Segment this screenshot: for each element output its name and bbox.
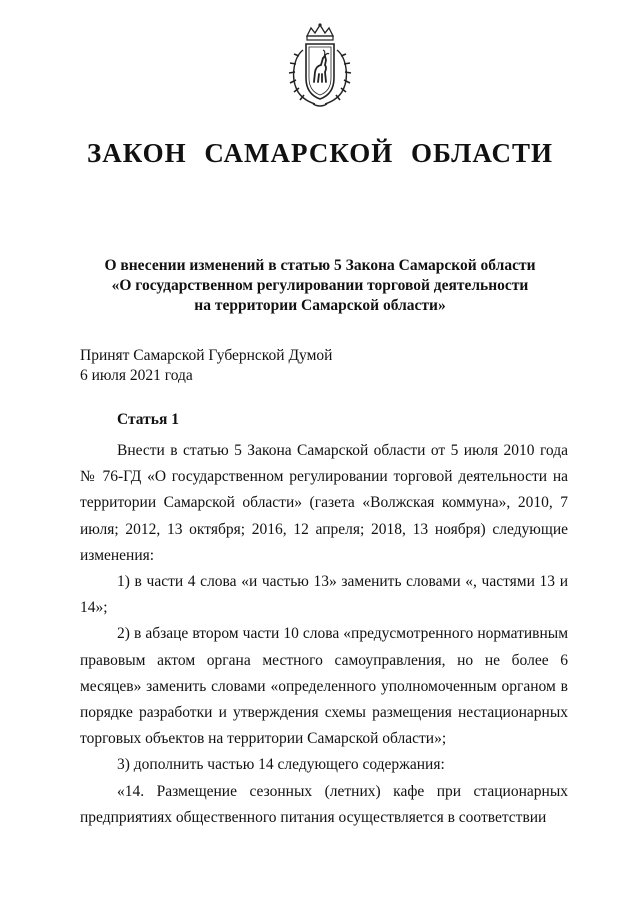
subtitle-line: «О государственном регулировании торговой деятельности (111, 277, 529, 294)
coat-of-arms-icon (285, 22, 355, 110)
subtitle-line: О внесении изменений в статью 5 Закона Самарской области (104, 257, 536, 274)
adoption-date: 6 июля 2021 года (80, 367, 193, 384)
adoption-body: Принят Самарской Губернской Думой (80, 347, 333, 364)
paragraph: «14. Размещение сезонных (летних) кафе при стационарных предприятиях общественного питания осуществляется в соответствии (80, 782, 568, 826)
paragraph: 3) дополнить частью 14 следующего содержания: (117, 756, 445, 774)
law-subtitle (80, 256, 560, 316)
paragraph: 1) в части 4 слова «и частью 13» заменить словами «, частями 13 и 14»; (80, 573, 568, 617)
adoption-info (80, 346, 332, 386)
article-body (80, 438, 568, 831)
paragraph: Внести в статью 5 Закона Самарской области от 5 июля 2010 года № 76-ГД «О государственном регулировании торговой деятельности на территории Самарской области» (газета «Волжская коммуна», 2010, 7 июля; 2012, 13 октября; 2016, 12 апреля; 2018, 13 ноября) следующие изменения: (80, 442, 568, 564)
paragraph: 2) в абзаце втором части 10 слова «предусмотренного нормативным правовым актом органа местного самоуправления, но не более 6 месяцев» заменить словами «определенного уполномоченным органом в порядке разработки и утверждения схемы размещения нестационарных торговых объектов на территории Самарской области»; (80, 625, 568, 748)
article-heading: Статья 1 (117, 411, 179, 428)
document-title: ЗАКОН САМАРСКОЙ ОБЛАСТИ (87, 138, 553, 168)
subtitle-line: на территории Самарской области» (194, 297, 446, 314)
